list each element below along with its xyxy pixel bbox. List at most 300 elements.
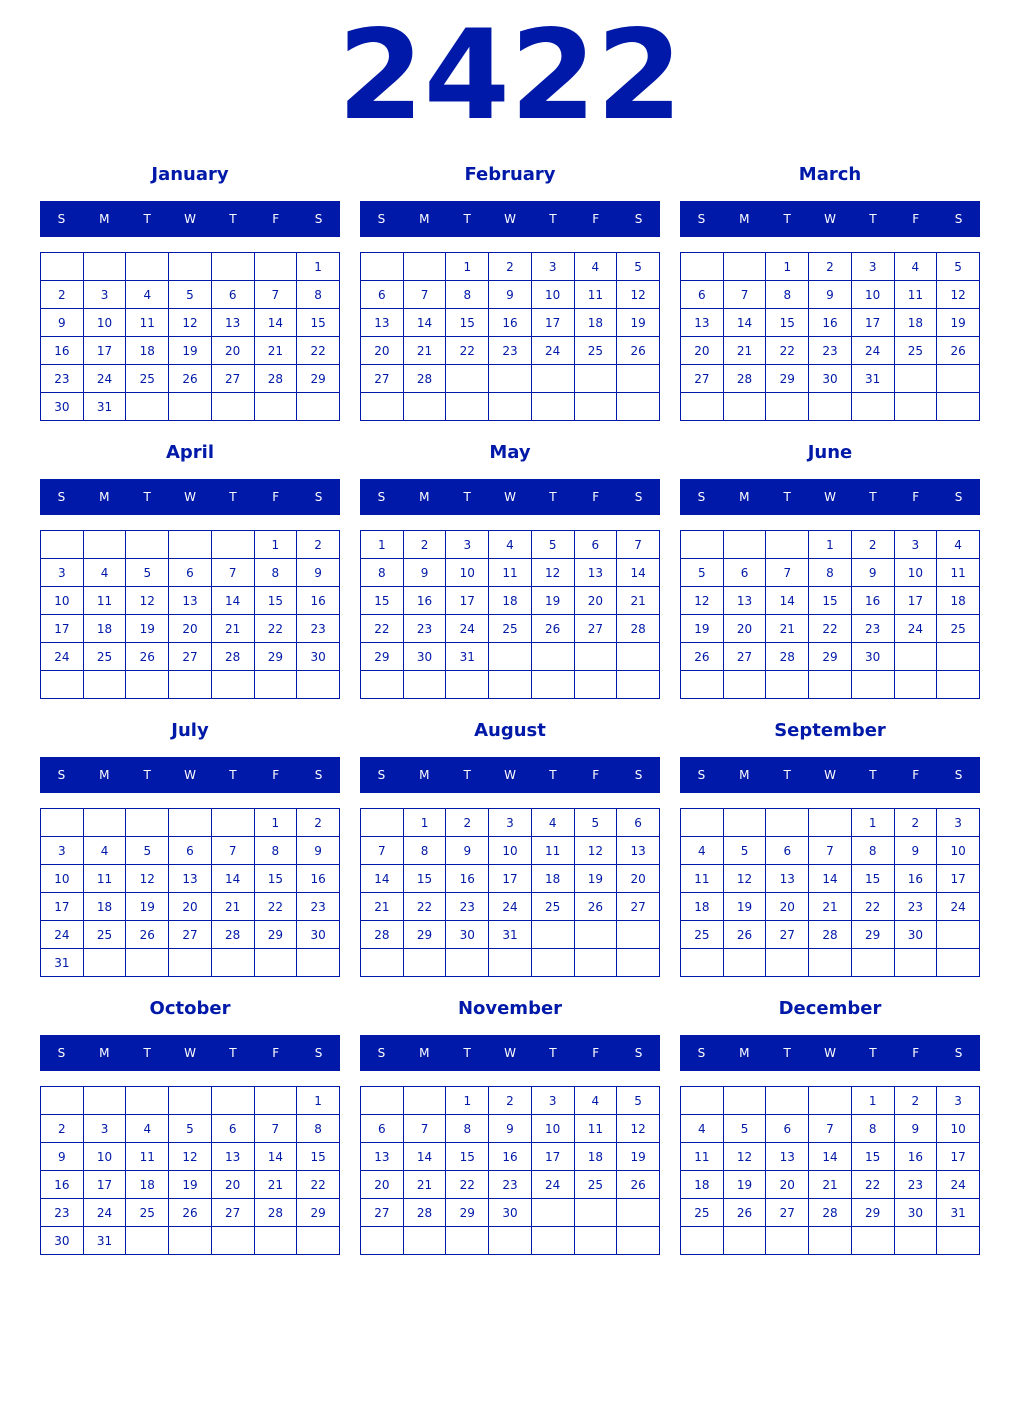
day-cell: 23 — [489, 337, 532, 365]
day-cell: 13 — [723, 587, 766, 615]
weekday-label: S — [57, 768, 66, 782]
week-row — [41, 393, 340, 421]
weekday-label: M — [419, 768, 430, 782]
day-cell — [169, 253, 212, 281]
day-cell: 26 — [126, 643, 169, 671]
day-cell: 8 — [361, 559, 404, 587]
weekday-header — [680, 757, 980, 793]
day-cell: 20 — [169, 615, 212, 643]
day-cell: 18 — [126, 1171, 169, 1199]
day-cell: 8 — [809, 559, 852, 587]
day-cell — [574, 393, 617, 421]
day-cell: 16 — [489, 1143, 532, 1171]
week-row — [361, 865, 660, 893]
day-cell: 29 — [254, 921, 297, 949]
day-cell: 10 — [894, 559, 937, 587]
day-cell: 27 — [766, 1199, 809, 1227]
day-cell: 24 — [531, 337, 574, 365]
day-cell: 23 — [851, 615, 894, 643]
weekday-label: M — [99, 212, 110, 226]
day-cell: 28 — [723, 365, 766, 393]
day-cell: 1 — [254, 531, 297, 559]
day-cell: 17 — [531, 1143, 574, 1171]
weekday-label: W — [504, 212, 516, 226]
day-cell: 22 — [809, 615, 852, 643]
day-cell: 28 — [211, 921, 254, 949]
day-cell: 22 — [766, 337, 809, 365]
day-cell: 1 — [446, 1087, 489, 1115]
weekday-header — [40, 1035, 340, 1071]
day-cell — [937, 365, 980, 393]
day-cell: 29 — [297, 365, 340, 393]
weekday-label: T — [549, 212, 557, 226]
day-cell: 25 — [574, 337, 617, 365]
day-cell — [361, 253, 404, 281]
day-cell: 18 — [574, 309, 617, 337]
day-cell — [126, 1227, 169, 1255]
day-cell: 24 — [489, 893, 532, 921]
day-cell: 25 — [894, 337, 937, 365]
day-cell: 23 — [403, 615, 446, 643]
day-cell — [41, 531, 84, 559]
day-cell: 6 — [361, 1115, 404, 1143]
week-row — [41, 865, 340, 893]
day-cell: 16 — [297, 865, 340, 893]
week-row — [681, 281, 980, 309]
day-cell: 16 — [446, 865, 489, 893]
day-cell: 15 — [403, 865, 446, 893]
day-cell — [809, 949, 852, 977]
weekday-header — [360, 479, 660, 515]
week-row — [681, 1087, 980, 1115]
day-cell: 2 — [894, 1087, 937, 1115]
day-cell — [766, 393, 809, 421]
week-row — [681, 1171, 980, 1199]
day-cell: 2 — [851, 531, 894, 559]
weekday-label: S — [954, 768, 963, 782]
day-cell: 20 — [766, 893, 809, 921]
day-cell: 1 — [851, 809, 894, 837]
day-cell — [169, 531, 212, 559]
day-cell: 29 — [851, 1199, 894, 1227]
day-cell: 8 — [851, 837, 894, 865]
week-row — [681, 393, 980, 421]
day-cell: 8 — [851, 1115, 894, 1143]
day-cell: 20 — [211, 1171, 254, 1199]
day-cell: 7 — [361, 837, 404, 865]
weekday-label: T — [229, 768, 237, 782]
day-cell — [211, 1087, 254, 1115]
day-cell: 14 — [211, 587, 254, 615]
day-cell: 12 — [574, 837, 617, 865]
weekday-label: W — [184, 490, 196, 504]
day-cell — [361, 393, 404, 421]
day-cell: 3 — [41, 559, 84, 587]
week-row — [681, 809, 980, 837]
day-cell: 6 — [169, 559, 212, 587]
day-cell: 15 — [297, 309, 340, 337]
day-cell — [297, 1227, 340, 1255]
week-row — [361, 615, 660, 643]
day-cell: 7 — [766, 559, 809, 587]
day-cell: 11 — [681, 1143, 724, 1171]
day-cell: 19 — [574, 865, 617, 893]
day-cell: 7 — [211, 559, 254, 587]
week-row — [361, 809, 660, 837]
week-row — [41, 837, 340, 865]
day-grid — [360, 808, 660, 977]
day-cell: 8 — [403, 837, 446, 865]
weekday-header — [680, 1035, 980, 1071]
day-cell — [894, 365, 937, 393]
day-cell — [574, 1199, 617, 1227]
day-cell: 20 — [617, 865, 660, 893]
day-cell — [361, 1227, 404, 1255]
day-cell: 1 — [297, 253, 340, 281]
weekday-label: F — [912, 768, 920, 782]
day-cell — [489, 671, 532, 699]
day-grid — [680, 252, 980, 421]
week-row — [361, 281, 660, 309]
day-cell: 21 — [809, 893, 852, 921]
day-cell — [489, 365, 532, 393]
day-cell — [617, 365, 660, 393]
day-cell: 10 — [83, 1143, 126, 1171]
day-grid — [40, 530, 340, 699]
day-cell: 13 — [361, 1143, 404, 1171]
day-cell — [681, 1087, 724, 1115]
weekday-label: F — [272, 768, 280, 782]
day-cell — [531, 643, 574, 671]
day-cell: 10 — [446, 559, 489, 587]
weekday-label: M — [99, 768, 110, 782]
weekday-header — [360, 201, 660, 237]
weekday-label: T — [143, 490, 151, 504]
day-cell: 21 — [211, 893, 254, 921]
day-cell — [723, 531, 766, 559]
weekday-label: S — [697, 490, 706, 504]
day-cell — [766, 1087, 809, 1115]
day-cell: 9 — [446, 837, 489, 865]
day-grid — [360, 1086, 660, 1255]
day-cell — [297, 671, 340, 699]
day-cell: 13 — [681, 309, 724, 337]
week-row — [681, 893, 980, 921]
day-cell: 5 — [723, 837, 766, 865]
week-row — [361, 1199, 660, 1227]
day-cell: 11 — [83, 587, 126, 615]
week-row — [681, 921, 980, 949]
day-cell: 27 — [681, 365, 724, 393]
week-row — [41, 921, 340, 949]
day-cell: 25 — [126, 1199, 169, 1227]
day-cell: 5 — [169, 1115, 212, 1143]
day-cell — [169, 1227, 212, 1255]
day-cell: 6 — [169, 837, 212, 865]
weekday-label: S — [57, 1046, 66, 1060]
day-cell: 20 — [361, 337, 404, 365]
weekday-label: S — [377, 1046, 386, 1060]
day-cell: 8 — [254, 837, 297, 865]
day-cell — [723, 253, 766, 281]
day-cell: 12 — [169, 1143, 212, 1171]
day-cell: 31 — [489, 921, 532, 949]
day-cell — [851, 393, 894, 421]
day-cell: 22 — [361, 615, 404, 643]
day-cell: 17 — [851, 309, 894, 337]
day-cell: 1 — [809, 531, 852, 559]
day-cell — [489, 643, 532, 671]
day-cell: 20 — [211, 337, 254, 365]
day-cell: 2 — [403, 531, 446, 559]
weekday-label: S — [634, 1046, 643, 1060]
day-cell — [766, 1227, 809, 1255]
day-cell — [361, 1087, 404, 1115]
day-cell — [531, 1199, 574, 1227]
day-cell: 3 — [83, 1115, 126, 1143]
day-cell: 18 — [83, 893, 126, 921]
weekday-label: M — [419, 1046, 430, 1060]
day-cell: 8 — [297, 1115, 340, 1143]
day-cell — [211, 1227, 254, 1255]
day-cell: 11 — [126, 309, 169, 337]
day-cell: 21 — [403, 1171, 446, 1199]
week-row — [361, 1115, 660, 1143]
week-row — [41, 365, 340, 393]
day-cell — [169, 1087, 212, 1115]
weekday-label: S — [314, 768, 323, 782]
weekday-label: T — [869, 1046, 877, 1060]
day-cell: 9 — [489, 281, 532, 309]
weekday-label: M — [739, 1046, 750, 1060]
weekday-label: T — [463, 490, 471, 504]
weekday-label: M — [739, 212, 750, 226]
day-cell: 7 — [403, 1115, 446, 1143]
day-cell — [361, 949, 404, 977]
day-cell: 25 — [937, 615, 980, 643]
week-row — [681, 309, 980, 337]
day-cell: 15 — [809, 587, 852, 615]
day-cell: 4 — [83, 559, 126, 587]
day-cell: 25 — [83, 643, 126, 671]
day-cell: 26 — [617, 337, 660, 365]
weekday-label: T — [869, 212, 877, 226]
day-cell: 15 — [851, 865, 894, 893]
day-cell: 13 — [617, 837, 660, 865]
day-cell: 5 — [126, 837, 169, 865]
month-name: January — [151, 164, 229, 185]
weekday-label: T — [229, 212, 237, 226]
week-row — [41, 809, 340, 837]
day-cell — [723, 949, 766, 977]
day-cell — [617, 671, 660, 699]
week-row — [681, 559, 980, 587]
day-cell: 18 — [531, 865, 574, 893]
week-row — [681, 1115, 980, 1143]
day-cell: 12 — [126, 865, 169, 893]
day-cell: 14 — [809, 1143, 852, 1171]
weekday-label: M — [99, 1046, 110, 1060]
day-cell: 4 — [489, 531, 532, 559]
week-row — [41, 643, 340, 671]
day-cell: 14 — [211, 865, 254, 893]
weekday-label: W — [184, 212, 196, 226]
day-cell: 8 — [297, 281, 340, 309]
day-cell: 4 — [531, 809, 574, 837]
weekday-label: F — [592, 490, 600, 504]
weekday-label: T — [463, 212, 471, 226]
day-cell: 29 — [297, 1199, 340, 1227]
day-cell — [531, 921, 574, 949]
day-cell: 29 — [766, 365, 809, 393]
day-cell: 30 — [446, 921, 489, 949]
weekday-label: T — [783, 212, 791, 226]
day-cell: 11 — [937, 559, 980, 587]
day-cell: 22 — [851, 1171, 894, 1199]
day-cell: 15 — [361, 587, 404, 615]
day-cell: 9 — [41, 1143, 84, 1171]
day-cell: 19 — [126, 615, 169, 643]
day-cell: 10 — [851, 281, 894, 309]
weekday-label: T — [783, 490, 791, 504]
day-cell: 24 — [531, 1171, 574, 1199]
weekday-label: F — [592, 212, 600, 226]
day-cell: 7 — [254, 1115, 297, 1143]
day-cell — [681, 531, 724, 559]
day-cell: 23 — [894, 893, 937, 921]
day-cell: 11 — [126, 1143, 169, 1171]
day-cell: 20 — [681, 337, 724, 365]
day-cell: 17 — [446, 587, 489, 615]
week-row — [361, 837, 660, 865]
day-cell — [83, 253, 126, 281]
day-cell: 11 — [574, 281, 617, 309]
day-cell: 9 — [894, 837, 937, 865]
month-name: April — [165, 442, 215, 463]
day-cell: 2 — [489, 1087, 532, 1115]
day-grid — [40, 1086, 340, 1255]
day-cell — [766, 671, 809, 699]
week-row — [41, 337, 340, 365]
day-cell: 24 — [83, 1199, 126, 1227]
day-cell: 6 — [211, 1115, 254, 1143]
weekday-label: S — [634, 768, 643, 782]
day-cell: 20 — [723, 615, 766, 643]
day-cell: 12 — [681, 587, 724, 615]
day-grid — [40, 808, 340, 977]
week-row — [361, 587, 660, 615]
weekday-label: M — [419, 490, 430, 504]
day-cell: 30 — [489, 1199, 532, 1227]
weekday-label: F — [912, 490, 920, 504]
day-cell: 21 — [254, 337, 297, 365]
day-cell: 16 — [809, 309, 852, 337]
day-cell: 5 — [531, 531, 574, 559]
day-cell — [83, 1087, 126, 1115]
day-cell: 9 — [403, 559, 446, 587]
day-cell: 3 — [531, 253, 574, 281]
day-cell: 17 — [937, 865, 980, 893]
day-cell: 18 — [126, 337, 169, 365]
day-cell — [809, 671, 852, 699]
day-cell: 16 — [41, 1171, 84, 1199]
day-cell: 26 — [723, 921, 766, 949]
week-row — [361, 1087, 660, 1115]
weekday-label: F — [272, 490, 280, 504]
week-row — [41, 309, 340, 337]
weekday-label: T — [549, 490, 557, 504]
weekday-label: S — [314, 1046, 323, 1060]
week-row — [681, 587, 980, 615]
weekday-label: W — [504, 490, 516, 504]
weekday-label: T — [229, 1046, 237, 1060]
day-cell: 26 — [723, 1199, 766, 1227]
day-cell — [766, 949, 809, 977]
week-row — [361, 365, 660, 393]
day-cell — [126, 531, 169, 559]
weekday-label: S — [697, 212, 706, 226]
day-cell: 22 — [446, 337, 489, 365]
day-cell — [254, 253, 297, 281]
day-cell: 20 — [574, 587, 617, 615]
day-cell — [211, 949, 254, 977]
day-cell: 8 — [446, 1115, 489, 1143]
day-cell: 13 — [211, 309, 254, 337]
day-cell: 29 — [446, 1199, 489, 1227]
day-cell: 29 — [361, 643, 404, 671]
day-cell: 5 — [126, 559, 169, 587]
day-cell: 27 — [211, 365, 254, 393]
day-cell: 24 — [851, 337, 894, 365]
week-row — [41, 1227, 340, 1255]
day-cell: 28 — [809, 1199, 852, 1227]
day-cell: 9 — [41, 309, 84, 337]
day-cell: 13 — [766, 865, 809, 893]
week-row — [681, 531, 980, 559]
day-cell: 10 — [83, 309, 126, 337]
day-cell: 27 — [169, 921, 212, 949]
day-cell: 21 — [617, 587, 660, 615]
day-cell: 21 — [211, 615, 254, 643]
day-cell — [851, 1227, 894, 1255]
day-cell: 28 — [361, 921, 404, 949]
day-cell: 26 — [531, 615, 574, 643]
weekday-label: T — [783, 1046, 791, 1060]
week-row — [681, 865, 980, 893]
weekday-label: S — [634, 212, 643, 226]
day-cell: 22 — [403, 893, 446, 921]
day-cell: 17 — [41, 615, 84, 643]
week-row — [41, 587, 340, 615]
day-cell: 14 — [617, 559, 660, 587]
weekday-label: F — [272, 1046, 280, 1060]
day-cell — [126, 809, 169, 837]
day-cell: 27 — [361, 1199, 404, 1227]
year-title: 2422 — [337, 4, 683, 148]
day-cell: 12 — [617, 1115, 660, 1143]
day-cell — [489, 1227, 532, 1255]
day-cell: 26 — [169, 1199, 212, 1227]
day-cell: 13 — [169, 865, 212, 893]
day-cell: 30 — [809, 365, 852, 393]
day-cell: 29 — [851, 921, 894, 949]
day-cell: 16 — [41, 337, 84, 365]
day-cell: 30 — [894, 1199, 937, 1227]
day-cell: 14 — [809, 865, 852, 893]
day-cell: 31 — [83, 1227, 126, 1255]
week-row — [681, 365, 980, 393]
weekday-label: S — [634, 490, 643, 504]
